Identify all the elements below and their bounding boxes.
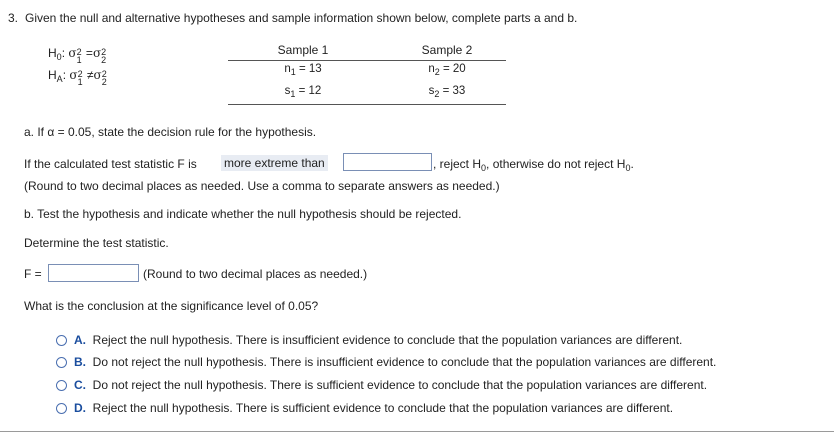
critical-value-input[interactable] xyxy=(343,153,432,171)
option-a-text[interactable]: A. Reject the null hypothesis. There is insufficient evidence to conclude that the population variances are different. xyxy=(74,333,683,347)
null-hypothesis: $H_0$: σ 2 1 =σ 2 2 xyxy=(48,46,107,65)
question-number: 3. xyxy=(8,11,19,25)
comparison-dropdown[interactable]: more extreme than xyxy=(221,155,328,171)
bottom-divider xyxy=(0,431,834,432)
f-note: (Round to two decimal places as needed.) xyxy=(143,267,368,281)
alternative-hypothesis: $H_A$: σ 2 1 ≠σ 2 2 xyxy=(48,68,107,87)
table-bottom-rule xyxy=(228,104,506,105)
option-c-text[interactable]: C. Do not reject the null hypothesis. There is sufficient evidence to conclude that the population variances are different. xyxy=(74,378,708,392)
s2-value: $s_2 = 33$ xyxy=(428,85,466,99)
determine-statistic: Determine the test statistic. xyxy=(24,236,169,250)
sample2-header: Sample 2 xyxy=(421,43,473,57)
question-prompt: Given the null and alternative hypotheses and sample information shown below, complete parts a and b. xyxy=(25,11,578,25)
radio-d[interactable] xyxy=(56,403,67,414)
conclusion-prompt: What is the conclusion at the significance level of 0.05? xyxy=(24,299,319,313)
part-a-prompt: a. If α = 0.05, state the decision rule for the hypothesis. xyxy=(24,125,317,139)
decision-rule-prefix: If the calculated test statistic F is xyxy=(24,157,197,171)
f-statistic-input[interactable] xyxy=(48,264,139,282)
option-b-text[interactable]: B. Do not reject the null hypothesis. There is insufficient evidence to conclude that the population variances are different. xyxy=(74,355,717,369)
part-a-note: (Round to two decimal places as needed. Use a comma to separate answers as needed.) xyxy=(24,179,500,193)
radio-b[interactable] xyxy=(56,357,67,368)
n1-value: $n_1 = 13$ xyxy=(284,63,322,77)
f-label: F = xyxy=(24,267,42,281)
radio-a[interactable] xyxy=(56,335,67,346)
option-d-text[interactable]: D. Reject the null hypothesis. There is sufficient evidence to conclude that the population variances are different. xyxy=(74,401,674,415)
decision-rule-suffix: , reject $H_0$, otherwise do not reject $H_0$. xyxy=(433,157,634,173)
s1-value: $s_1 = 12$ xyxy=(284,85,322,99)
n2-value: $n_2 = 20$ xyxy=(428,63,466,77)
table-header-rule xyxy=(228,60,506,61)
sample1-header: Sample 1 xyxy=(277,43,329,57)
radio-c[interactable] xyxy=(56,380,67,391)
part-b-prompt: b. Test the hypothesis and indicate whether the null hypothesis should be rejected. xyxy=(24,207,462,221)
